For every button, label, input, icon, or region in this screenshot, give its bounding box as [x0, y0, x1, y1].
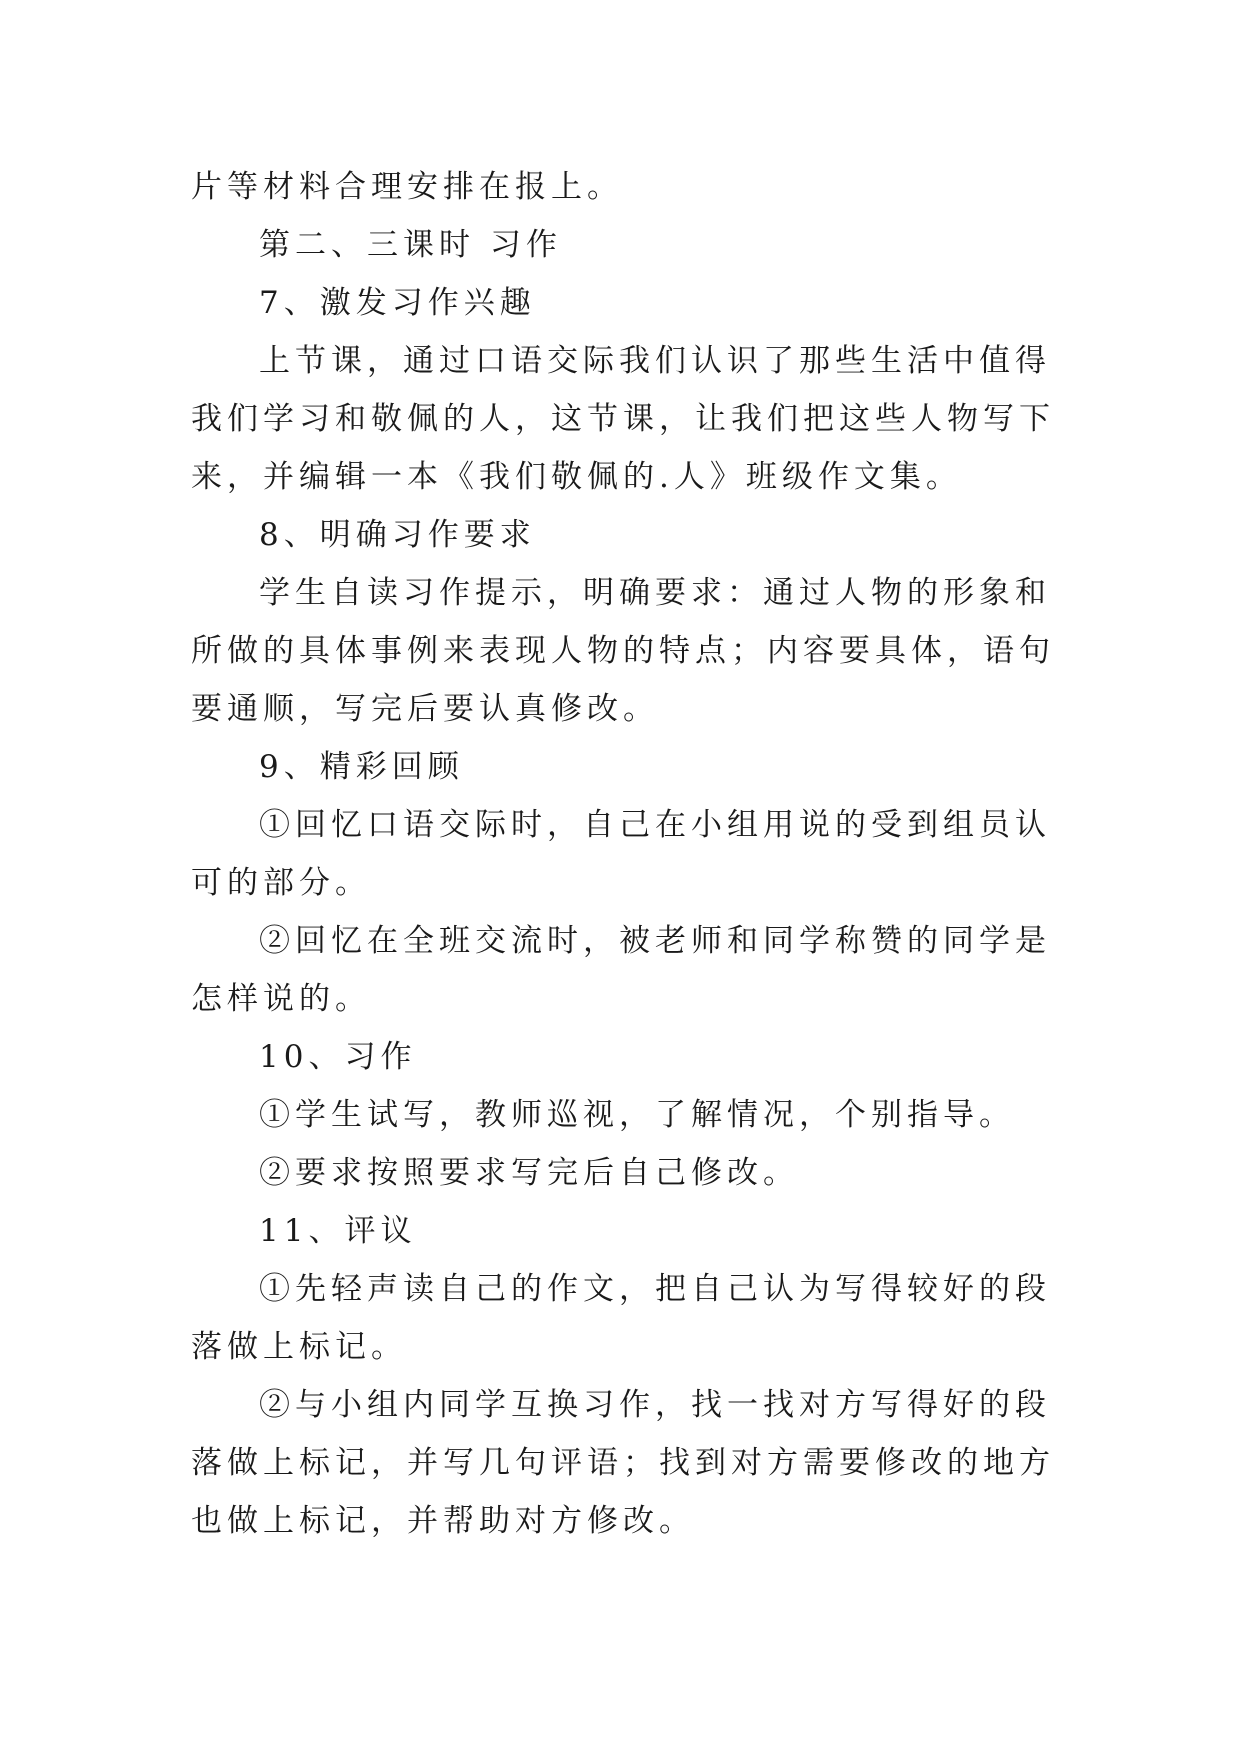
list-item: ②回忆在全班交流时，被老师和同学称赞的同学是怎样说的。 — [191, 923, 1051, 1017]
list-item: ①先轻声读自己的作文，把自己认为写得较好的段落做上标记。 — [191, 1271, 1051, 1365]
document-body — [191, 158, 1061, 1550]
list-item: ②要求按照要求写完后自己修改。 — [259, 1155, 799, 1191]
paragraph-continuation: 片等材料合理安排在报上。 — [191, 169, 623, 205]
step-heading-8: 8、明确习作要求 — [259, 517, 536, 553]
step-heading-7: 7、激发习作兴趣 — [259, 285, 536, 321]
list-item: ②与小组内同学互换习作，找一找对方写得好的段落做上标记，并写几句评语；找到对方需要修改的地方也做上标记，并帮助对方修改。 — [191, 1387, 1055, 1539]
step-heading-11: 11、评议 — [259, 1213, 417, 1249]
lesson-heading: 第二、三课时 习作 — [259, 227, 562, 263]
paragraph: 学生自读习作提示，明确要求：通过人物的形象和所做的具体事例来表现人物的特点；内容要具体，语句要通顺，写完后要认真修改。 — [191, 575, 1055, 727]
step-heading-10: 10、习作 — [259, 1039, 417, 1075]
paragraph: 上节课，通过口语交际我们认识了那些生活中值得我们学习和敬佩的人，这节课，让我们把这些人物写下来，并编辑一本《我们敬佩的.人》班级作文集。 — [191, 343, 1055, 495]
step-heading-9: 9、精彩回顾 — [259, 749, 464, 785]
list-item: ①学生试写，教师巡视，了解情况，个别指导。 — [259, 1097, 1015, 1133]
list-item: ①回忆口语交际时，自己在小组用说的受到组员认可的部分。 — [191, 807, 1051, 901]
